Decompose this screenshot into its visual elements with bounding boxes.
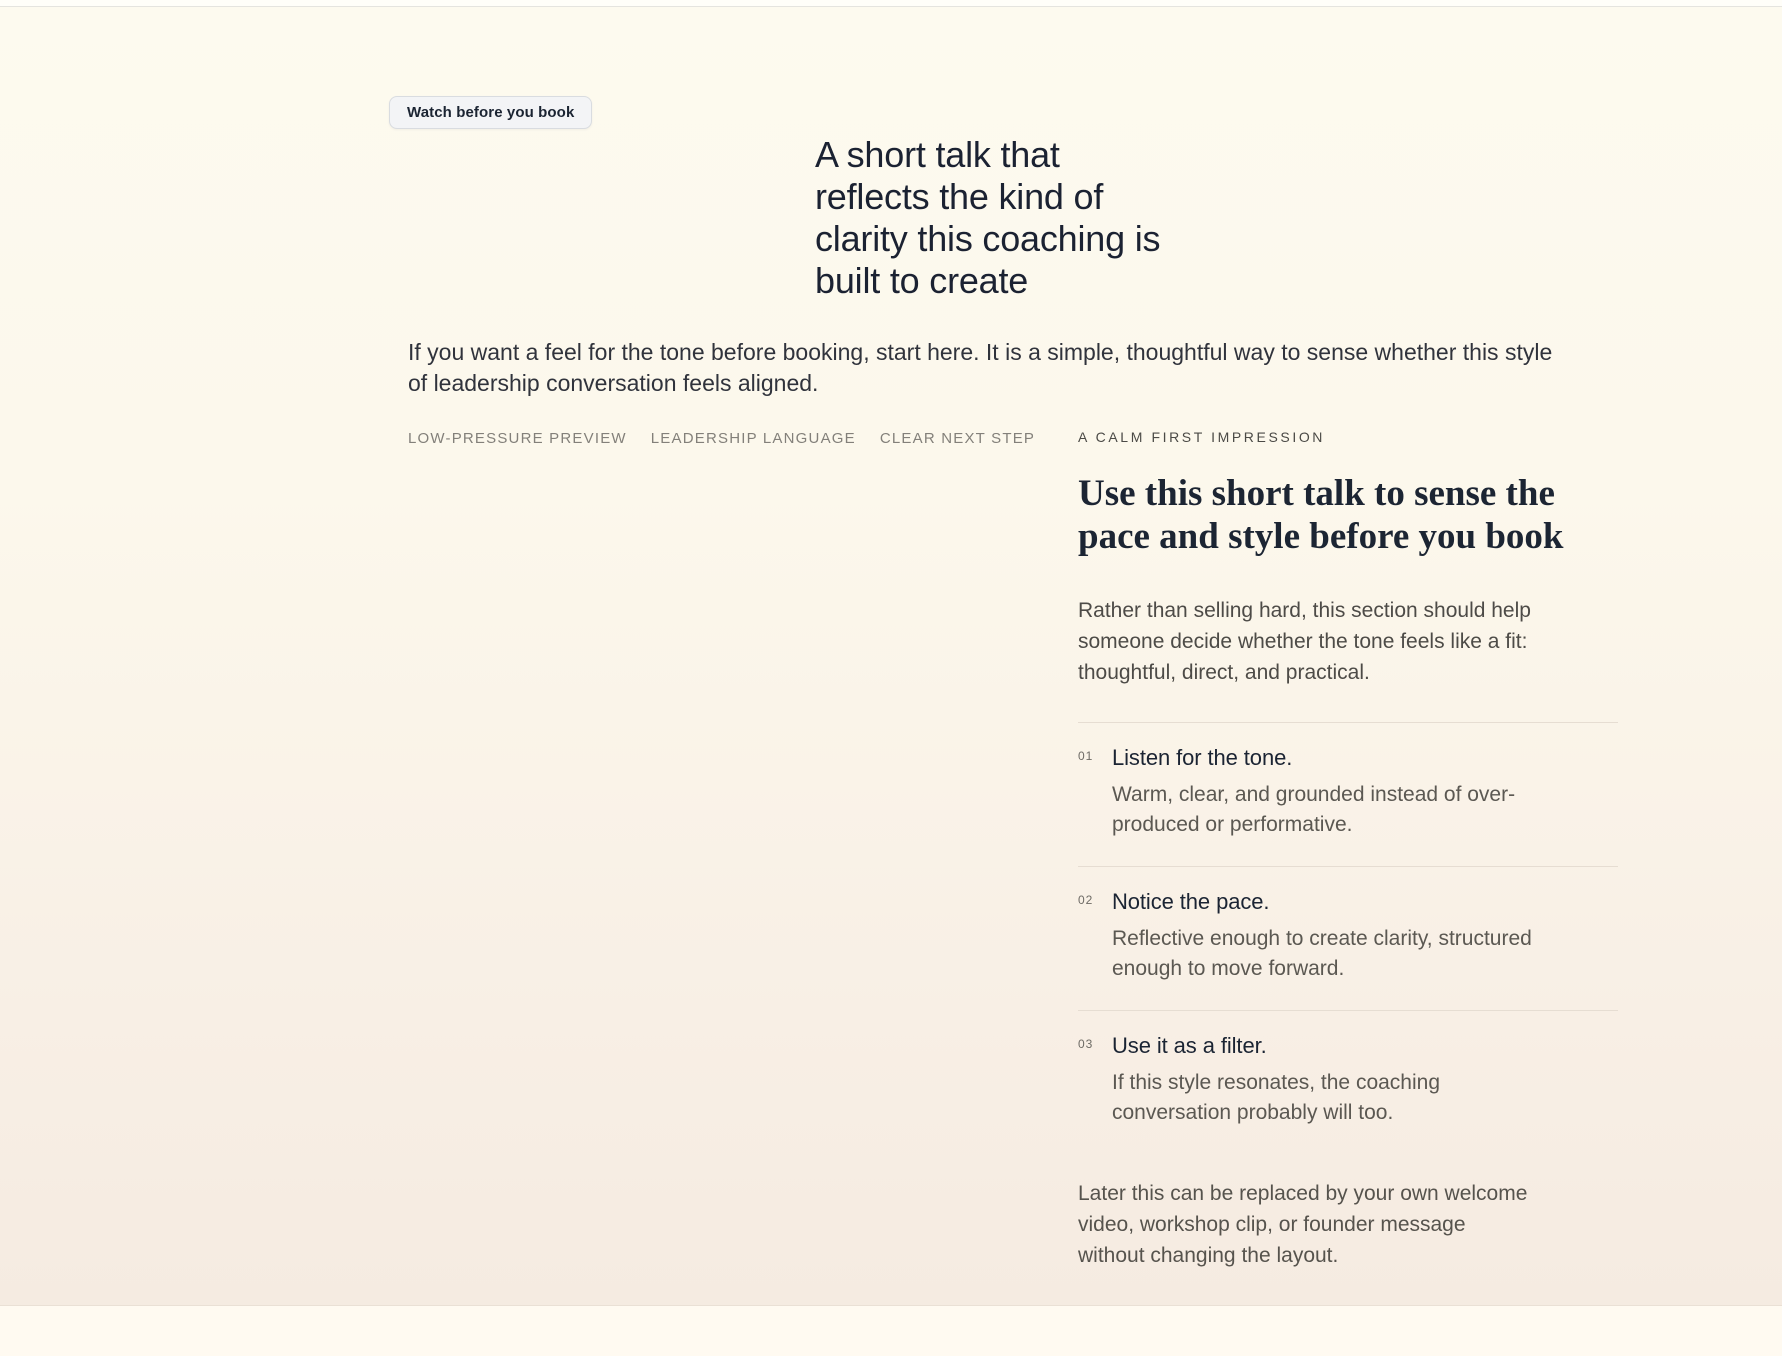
aside-title-line: Use this short talk to sense the [1078, 473, 1555, 514]
section-badge [389, 96, 592, 129]
step-item-3 [1078, 1010, 1618, 1150]
step-item-1 [1078, 722, 1618, 866]
hero-title [815, 134, 1160, 302]
aside-title [1078, 472, 1618, 558]
step-number: 03 [1078, 1037, 1094, 1051]
tag-leadership-language: LEADERSHIP LANGUAGE [650, 430, 856, 447]
tag-clear-next-step: CLEAR NEXT STEP [879, 430, 1036, 447]
top-section-divider [0, 0, 1782, 7]
step-content [1112, 889, 1618, 984]
step-item-2 [1078, 866, 1618, 1010]
footer-band [0, 1305, 1782, 1356]
tag-low-pressure-preview: LOW-PRESSURE PREVIEW [408, 430, 627, 447]
section-badge-label: Watch before you book [407, 104, 575, 121]
step-list [1078, 722, 1618, 1150]
step-title: Listen for the tone. [1112, 745, 1293, 770]
step-content [1112, 1033, 1618, 1128]
step-number: 01 [1078, 749, 1094, 763]
hero-title-line: A short talk that [815, 134, 1060, 175]
hero-title-line: clarity this coaching is [815, 218, 1161, 259]
aside-note-paragraph: Later this can be replaced by your own welcome video, workshop clip, or founder message without changing the layout. [1078, 1182, 1528, 1267]
step-content [1112, 745, 1618, 840]
step-body: If this style resonates, the coaching conversation probably will too. [1112, 1071, 1441, 1124]
aside-intro-paragraph: Rather than selling hard, this section should help someone decide whether the tone feels like a fit: thoughtful, direct, and practical. [1078, 599, 1531, 684]
step-title: Notice the pace. [1112, 889, 1270, 914]
feature-tags [408, 430, 1035, 447]
step-title: Use it as a filter. [1112, 1033, 1267, 1058]
hero-title-line: built to create [815, 260, 1029, 301]
step-number: 02 [1078, 893, 1094, 907]
aside-eyebrow: A CALM FIRST IMPRESSION [1078, 429, 1326, 445]
hero-title-line: reflects the kind of [815, 176, 1104, 217]
sidebar-guidance-panel [1078, 429, 1618, 1271]
step-body: Warm, clear, and grounded instead of over-produced or performative. [1112, 783, 1516, 836]
step-body: Reflective enough to create clarity, structured enough to move forward. [1112, 927, 1532, 980]
aside-title-line: pace and style before you book [1078, 516, 1564, 557]
hero-intro-paragraph: If you want a feel for the tone before booking, start here. It is a simple, thoughtful way to sense whether this style of leadership conversation feels aligned. [408, 339, 1553, 396]
